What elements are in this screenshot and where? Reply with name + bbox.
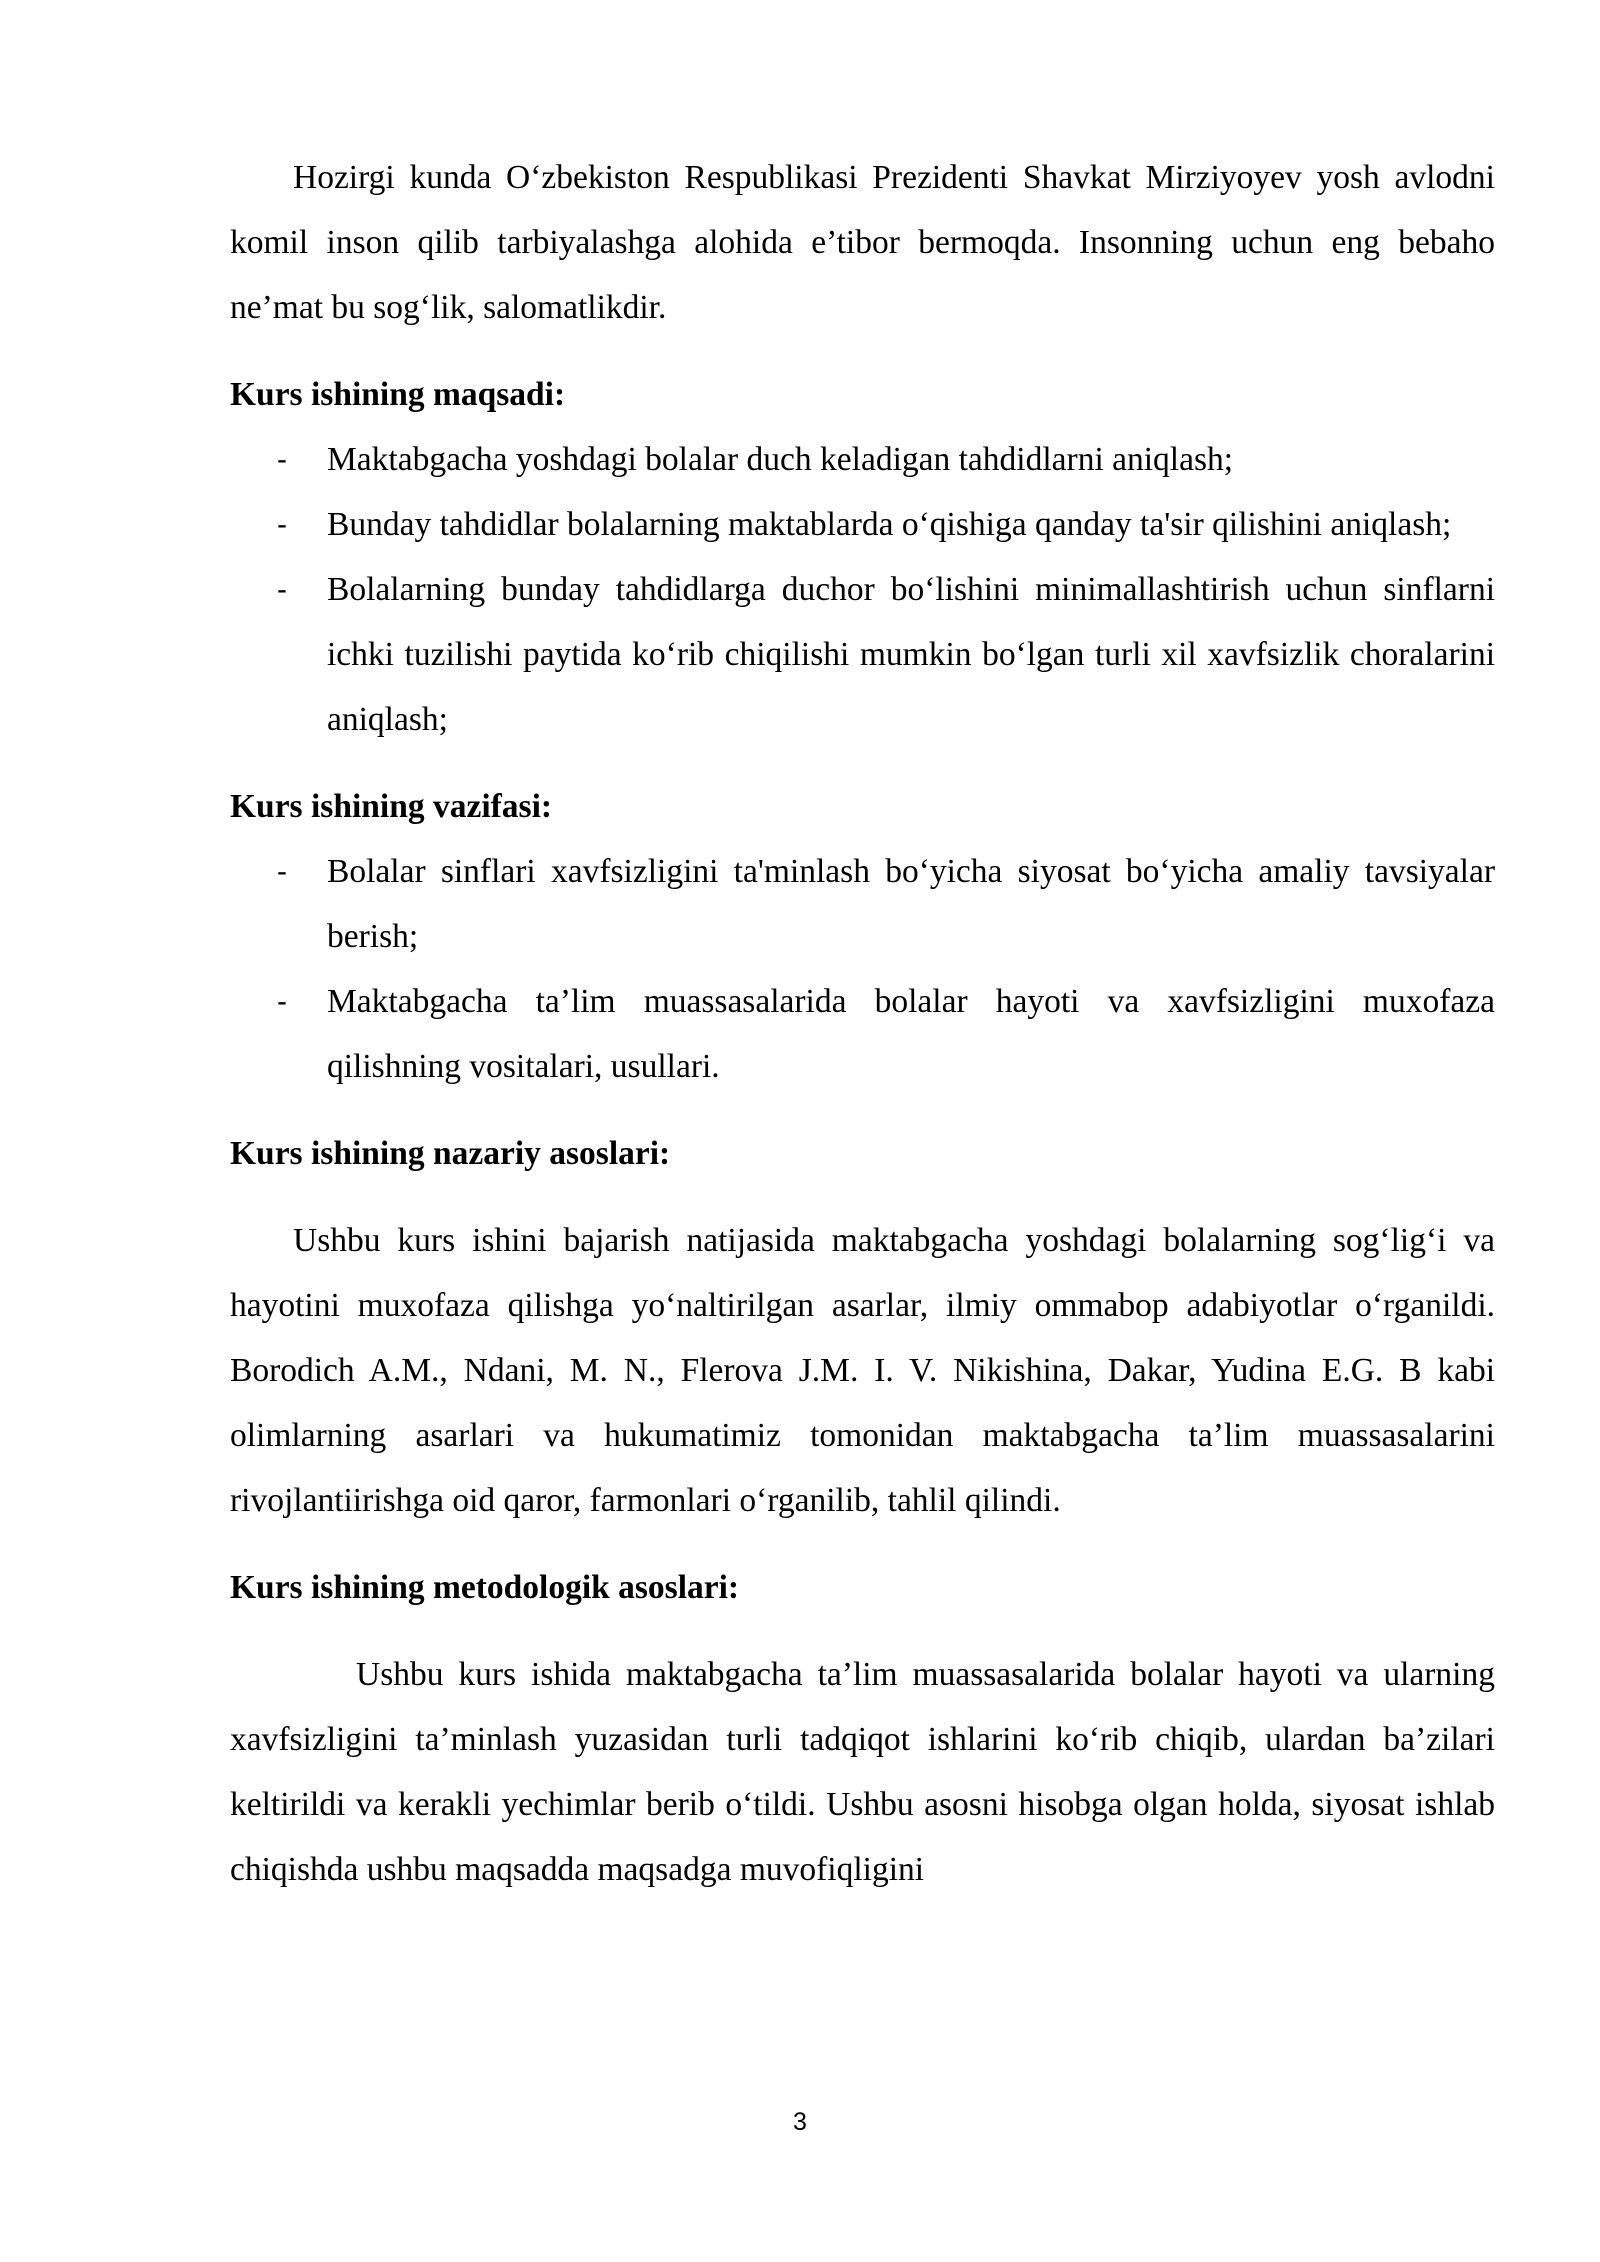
heading-metodologik: Kurs ishining metodologik asoslari: bbox=[230, 1569, 740, 1606]
list-item bbox=[230, 427, 1495, 492]
vazifa-list bbox=[230, 839, 1495, 1099]
intro-paragraph: Hozirgi kunda O‘zbekiston Respublikasi Prezidenti Shavkat Mirziyoyev yosh avlodni komil inson qilib tarbiyalashga alohida e’tibor bermoqda. Insonning uchun eng bebaho ne’mat bu sog‘lik, salomatlikdir. bbox=[230, 159, 1495, 326]
list-item bbox=[230, 839, 1495, 969]
heading-vazifasi: Kurs ishining vazifasi: bbox=[230, 788, 553, 825]
maqsad-list bbox=[230, 427, 1495, 752]
page-number: 3 bbox=[793, 2108, 807, 2136]
list-item-text: Bolalar sinflari xavfsizligini ta'minlash bo‘yicha siyosat bo‘yicha amaliy tavsiyalar berish; bbox=[327, 853, 1495, 955]
list-item bbox=[230, 557, 1495, 752]
list-item bbox=[230, 492, 1495, 557]
metodologik-paragraph: Ushbu kurs ishida maktabgacha ta’lim muassasalarida bolalar hayoti va ularning xavfsizligini ta’minlash yuzasidan turli tadqiqot ishlarini ko‘rib chiqib, ulardan ba’zilari keltirildi va kerakli yechimlar berib o‘tildi. Ushbu asosni hisobga olgan holda, siyosat ishlab chiqishda ushbu maqsadda maqsadga muvofiqligini bbox=[230, 1656, 1495, 1888]
heading-maqsadi: Kurs ishining maqsadi: bbox=[230, 376, 566, 413]
nazariy-paragraph: Ushbu kurs ishini bajarish natijasida maktabgacha yoshdagi bolalarning sog‘lig‘i va hayotini muxofaza qilishga yo‘naltirilgan asarlar, ilmiy ommabop adabiyotlar o‘rganildi. Borodich A.M., Ndani, M. N., Flerova J.M. I. V. Nikishina, Dakar, Yudina E.G. B kabi olimlarning asarlari va hukumatimiz tomonidan maktabgacha ta’lim muassasalarini rivojlantiirishga oid qaror, farmonlari o‘rganilib, tahlil qilindi. bbox=[230, 1222, 1495, 1519]
list-item bbox=[230, 969, 1495, 1099]
list-dash: - bbox=[277, 508, 287, 541]
list-dash: - bbox=[277, 573, 287, 606]
list-item-text: Bolalarning bunday tahdidlarga duchor bo‘lishini minimallashtirish uchun sinflarni ichki tuzilishi paytida ko‘rib chiqilishi mumkin bo‘lgan turli xil xavfsizlik choralarini aniqlash; bbox=[327, 571, 1495, 738]
list-dash: - bbox=[277, 855, 287, 888]
list-item-text: Bunday tahdidlar bolalarning maktablarda o‘qishiga qanday ta'sir qilishini aniqlash; bbox=[327, 506, 1452, 543]
list-item-text: Maktabgacha ta’lim muassasalarida bolalar hayoti va xavfsizligini muxofaza qilishning vositalari, usullari. bbox=[327, 983, 1495, 1085]
list-item-text: Maktabgacha yoshdagi bolalar duch keladigan tahdidlarni aniqlash; bbox=[327, 441, 1234, 478]
heading-nazariy: Kurs ishining nazariy asoslari: bbox=[230, 1135, 671, 1172]
list-dash: - bbox=[277, 443, 287, 476]
document-page bbox=[230, 145, 1495, 1902]
list-dash: - bbox=[277, 985, 287, 1018]
